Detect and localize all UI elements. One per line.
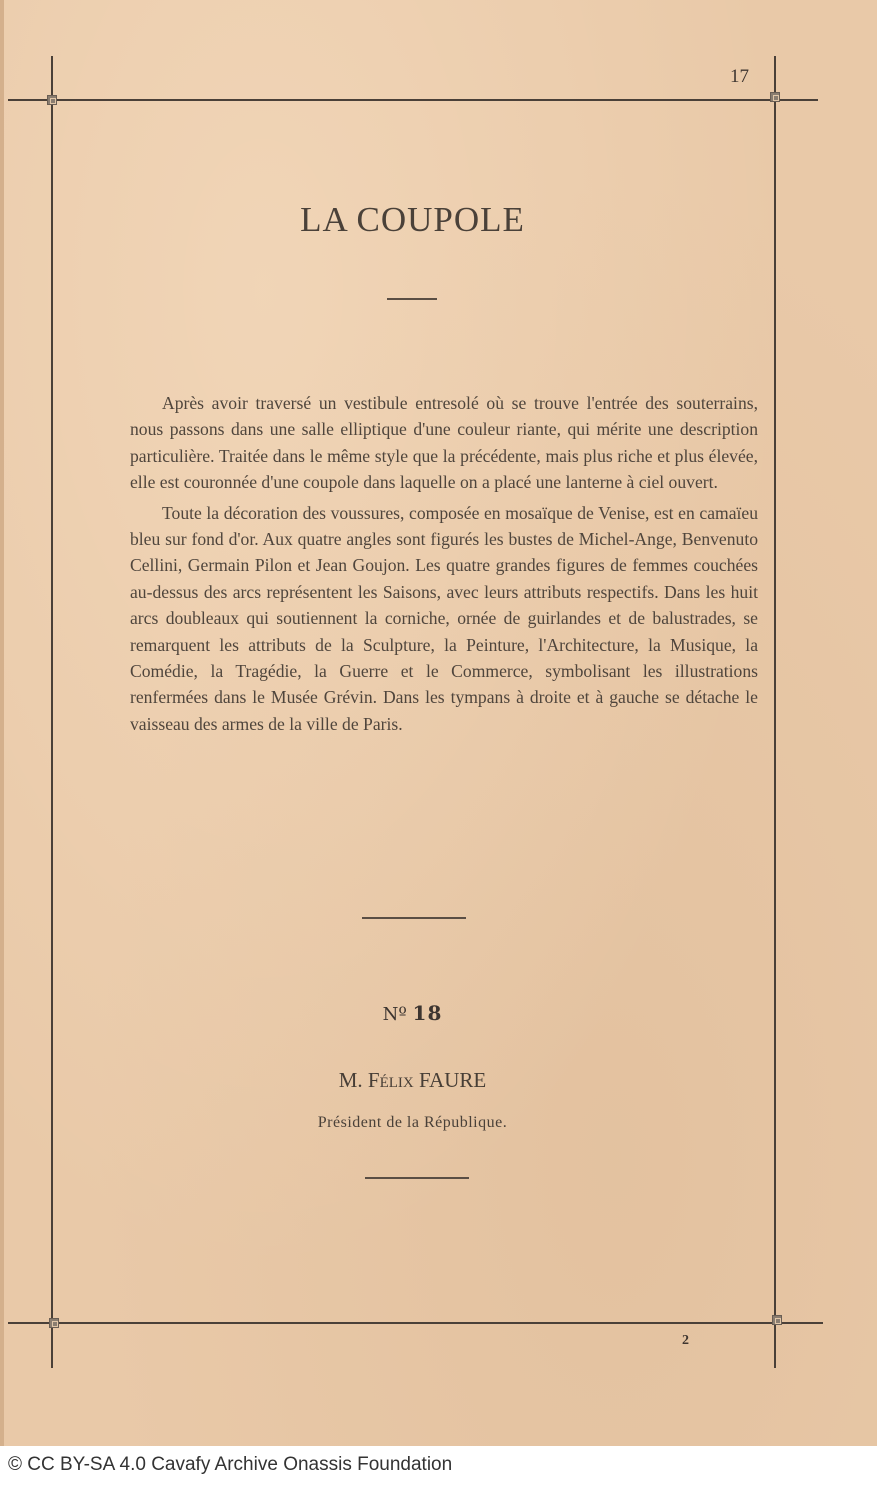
frame-bottom-rule (8, 1322, 823, 1324)
copyright-credit: © CC BY-SA 4.0 Cavafy Archive Onassis Foundation (8, 1454, 453, 1475)
frame-left-rule (51, 56, 53, 1368)
paragraph: Toute la décoration des voussures, composée en mosaïque de Venise, est en camaïeu bleu sur fond d'or. Aux quatre angles sont figurés les bustes de Michel-Ange, Benvenuto Cellini, Germain Pilon et Jean Goujon. Les quatre grandes figures de femmes couchées au-dessus des arcs représentent les Saisons, avec leurs attributs respectifs. Dans les huit arcs doubleaux qui soutiennent la corniche, ornée de guirlandes et de balustrades, se remarquent les attributs de la Sculpture, la Peinture, l'Architecture, la Musique, la Comédie, la Tragédie, la Guerre et le Commerce, symbolisant les illustrations renfermées dans le Musée Grévin. Dans les tympans à droite et à gauche se détache le vaisseau des armes de la ville de Paris. (130, 502, 758, 734)
signature-mark: 2 (682, 1333, 689, 1348)
paragraph: Après avoir traversé un vestibule entresolé où se trouve l'entrée des souterrains, nous passons dans une salle elliptique d'une couleur riante, qui mérite une description particulière. Traitée dans le même style que la précédente, mais plus riche et plus élevée, elle est couronnée d'une coupole dans laquelle on a placé une lanterne à ciel ouvert. (130, 393, 758, 493)
body-text (130, 390, 758, 737)
section-divider (362, 917, 466, 919)
title-divider (387, 298, 437, 300)
frame-top-rule (8, 99, 818, 101)
entry-role: Président de la République. (317, 1114, 508, 1131)
corner-ornament-bottom-left (49, 1318, 59, 1328)
entry-name: M. Félix FAURE (338, 1068, 487, 1092)
entry-number-value: 18 (412, 1001, 443, 1025)
entry-number (0, 1001, 825, 1025)
corner-ornament-bottom-right (772, 1315, 782, 1325)
corner-ornament-top-left (47, 95, 57, 105)
frame-right-rule (774, 56, 776, 1368)
closing-divider (365, 1177, 469, 1179)
entry-number-prefix: Nº (382, 1004, 407, 1025)
page-number: 17 (730, 66, 749, 87)
chapter-title: LA COUPOLE (300, 200, 525, 239)
corner-ornament-top-right (770, 92, 780, 102)
